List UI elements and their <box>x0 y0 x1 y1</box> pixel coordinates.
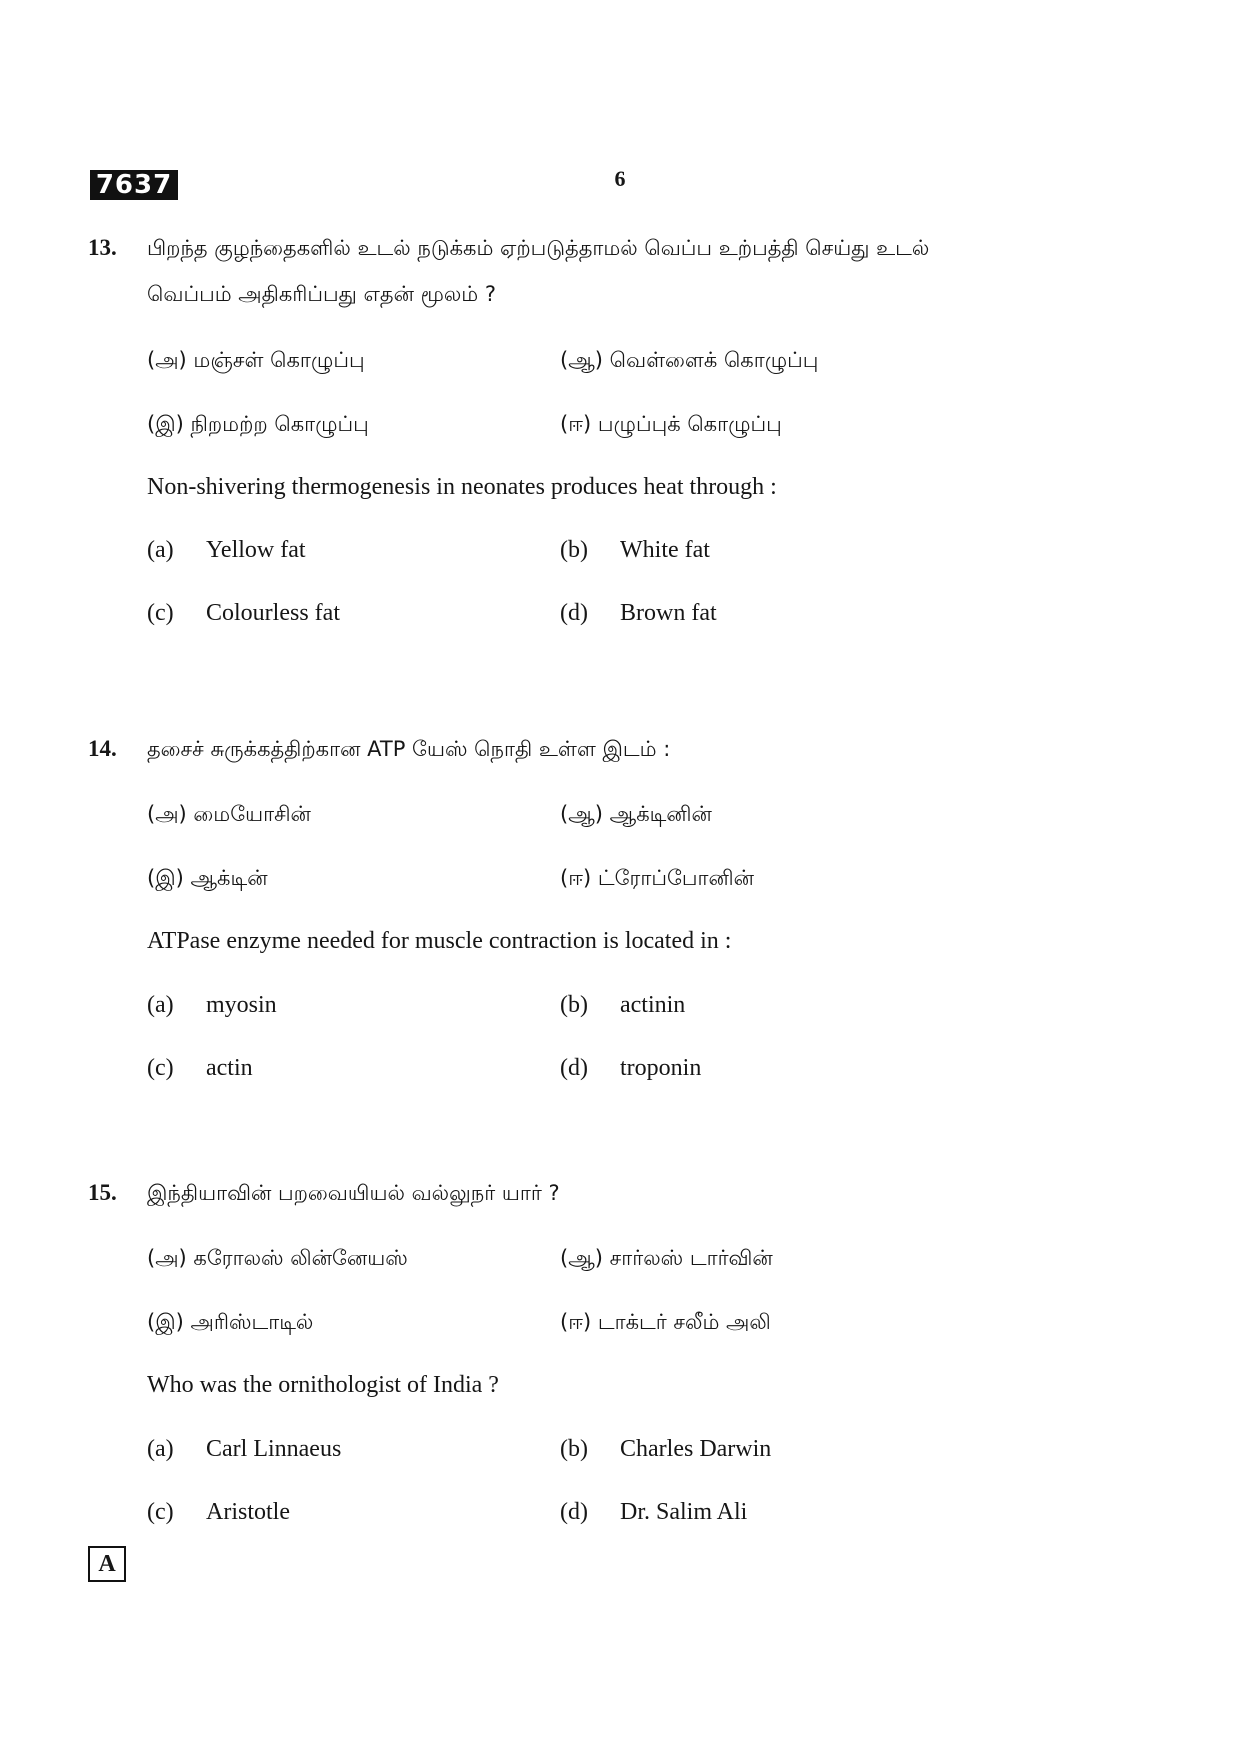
question-14-option-c-text: actin <box>206 1055 253 1081</box>
question-15-tamil-option-a <box>147 1246 408 1273</box>
question-14-number: 14. <box>88 736 117 761</box>
option-text: மையோசின் <box>193 802 311 826</box>
option-marker: (இ) <box>147 412 184 436</box>
question-14-tamil-option-d <box>560 866 754 893</box>
option-marker: (அ) <box>147 802 187 826</box>
question-15-tamil-option-d <box>560 1310 771 1337</box>
option-text: டாக்டர் சலீம் அலி <box>597 1310 771 1334</box>
question-14-tamil-option-c <box>147 866 268 893</box>
question-13-option-b-text: White fat <box>620 537 710 563</box>
option-marker: (ஆ) <box>560 348 603 372</box>
question-13-option-c-marker: (c) <box>147 600 174 626</box>
question-14-english-text: ATPase enzyme needed for muscle contraction is located in : <box>147 928 732 954</box>
option-text: ஆக்டின் <box>190 866 268 890</box>
question-14-tamil-option-b <box>560 802 712 829</box>
page-number: 6 <box>614 166 626 191</box>
question-15-option-a-text: Carl Linnaeus <box>206 1436 342 1462</box>
question-14-option-a-text: myosin <box>206 992 277 1018</box>
question-13-tamil-option-b <box>560 348 818 375</box>
question-15-option-d-marker: (d) <box>560 1499 588 1525</box>
question-15-option-d-text: Dr. Salim Ali <box>620 1499 748 1525</box>
question-13-option-a-marker: (a) <box>147 537 174 563</box>
question-15-number: 15. <box>88 1180 117 1205</box>
question-15-option-c-text: Aristotle <box>206 1499 290 1525</box>
option-text: பழுப்புக் கொழுப்பு <box>597 412 782 436</box>
question-14-option-b-marker: (b) <box>560 992 588 1018</box>
question-14-tamil-option-a <box>147 802 311 829</box>
question-15-option-b-marker: (b) <box>560 1436 588 1462</box>
question-13-tamil-option-c <box>147 412 369 439</box>
question-13-tamil-option-d <box>560 412 782 439</box>
question-15-option-a-marker: (a) <box>147 1436 174 1462</box>
paper-code-badge: 7637 <box>90 170 178 200</box>
option-marker: (இ) <box>147 1310 184 1334</box>
question-14-option-b-text: actinin <box>620 992 686 1018</box>
question-13-number: 13. <box>88 235 117 260</box>
option-marker: (ஈ) <box>560 866 592 890</box>
booklet-series-box: A <box>88 1546 126 1582</box>
question-15-option-c-marker: (c) <box>147 1499 174 1525</box>
question-15-english-text: Who was the ornithologist of India ? <box>147 1372 499 1398</box>
question-13-tamil-option-a <box>147 348 365 375</box>
option-marker: (இ) <box>147 866 184 890</box>
option-text: ஆக்டினின் <box>609 802 712 826</box>
option-text: வெள்ளைக் கொழுப்பு <box>609 348 819 372</box>
question-13-tamil-line-1: பிறந்த குழந்தைகளில் உடல் நடுக்கம் ஏற்படுத்தாமல் வெப்ப உற்பத்தி செய்து உடல் <box>147 236 930 260</box>
option-text: ட்ரோப்போனின் <box>597 866 754 890</box>
question-15-tamil-option-b <box>560 1246 773 1273</box>
option-text: கரோலஸ் லின்னேயஸ் <box>193 1246 408 1270</box>
option-marker: (அ) <box>147 348 187 372</box>
option-marker: (ஆ) <box>560 802 603 826</box>
question-13-option-c-text: Colourless fat <box>206 600 340 626</box>
question-14-option-d-marker: (d) <box>560 1055 588 1081</box>
question-13-option-d-text: Brown fat <box>620 600 717 626</box>
option-marker: (ஈ) <box>560 412 592 436</box>
question-14-tamil-line-1: தசைச் சுருக்கத்திற்கான ATP யேஸ் நொதி உள்ள இடம் : <box>147 737 671 761</box>
option-text: நிறமற்ற கொழுப்பு <box>190 412 369 436</box>
question-13-tamil-line-2: வெப்பம் அதிகரிப்பது எதன் மூலம் ? <box>147 282 497 306</box>
option-marker: (ஆ) <box>560 1246 603 1270</box>
option-text: அரிஸ்டாடில் <box>190 1310 314 1334</box>
question-15-tamil-line-1: இந்தியாவின் பறவையியல் வல்லுநர் யார் ? <box>147 1181 560 1205</box>
option-text: மஞ்சள் கொழுப்பு <box>193 348 365 372</box>
question-15-option-b-text: Charles Darwin <box>620 1436 772 1462</box>
option-marker: (ஈ) <box>560 1310 592 1334</box>
option-text: சார்லஸ் டார்வின் <box>609 1246 773 1270</box>
question-14-option-a-marker: (a) <box>147 992 174 1018</box>
question-13-option-b-marker: (b) <box>560 537 588 563</box>
question-14-option-c-marker: (c) <box>147 1055 174 1081</box>
option-marker: (அ) <box>147 1246 187 1270</box>
question-13-english-text: Non-shivering thermogenesis in neonates produces heat through : <box>147 474 777 500</box>
question-13-option-d-marker: (d) <box>560 600 588 626</box>
question-14-option-d-text: troponin <box>620 1055 702 1081</box>
question-13-option-a-text: Yellow fat <box>206 537 306 563</box>
question-15-tamil-option-c <box>147 1310 313 1337</box>
